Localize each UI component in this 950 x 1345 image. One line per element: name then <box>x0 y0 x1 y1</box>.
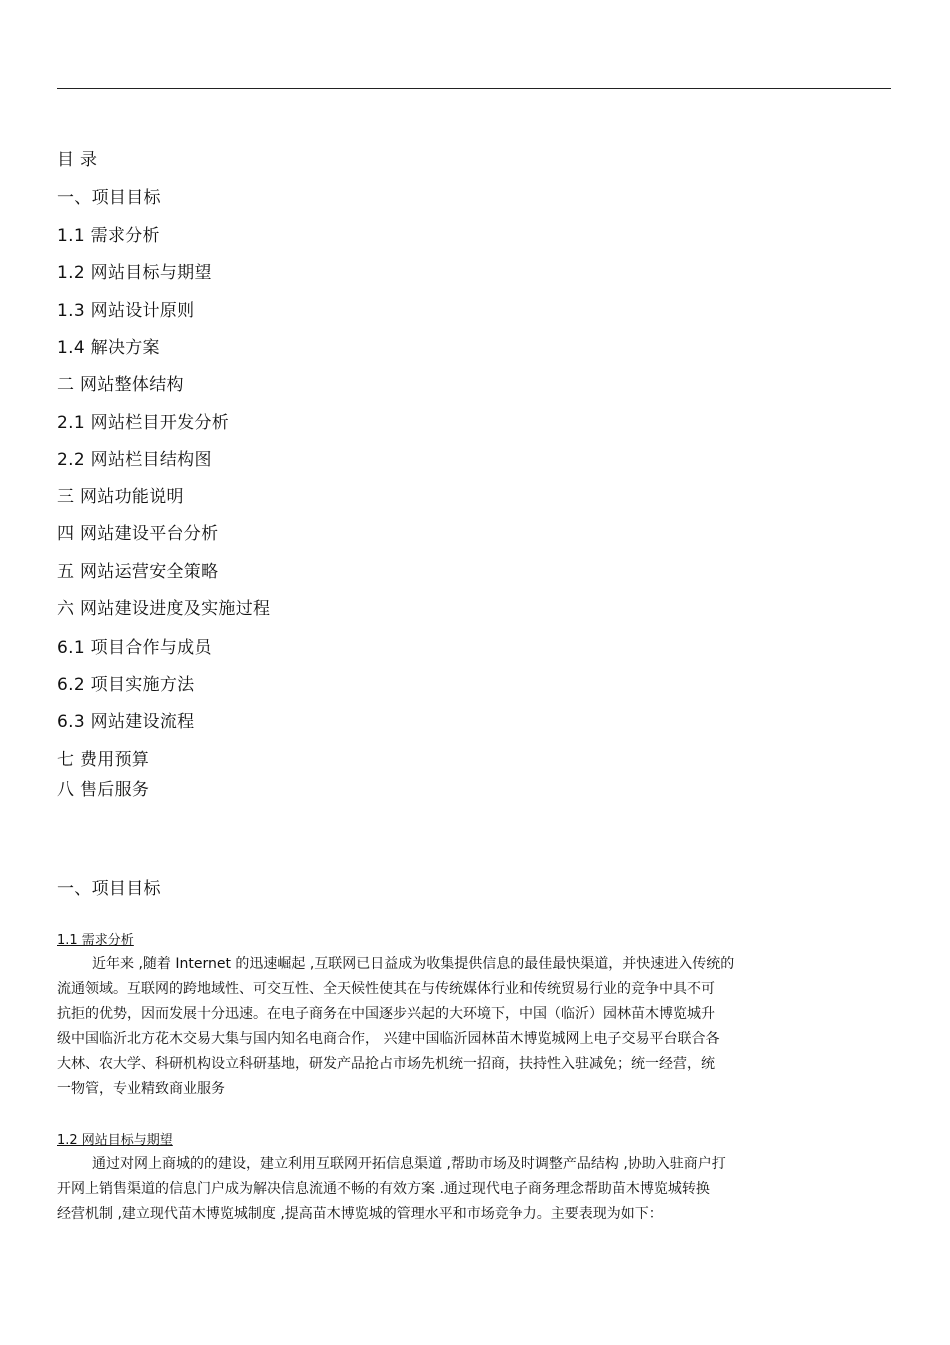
section-heading: 一、项目目标 <box>57 879 161 899</box>
toc-item: 1.2 网站目标与期望 <box>57 263 212 283</box>
paragraph-line: 级中国临沂北方花木交易大集与国内知名电商合作， 兴建中国临沂园林苗木博览城网上电子交易平台联合各 <box>57 1031 720 1047</box>
paragraph-line: 流通领域。互联网的跨地域性、可交互性、全天候性使其在与传统媒体行业和传统贸易行业的竞争中具不可 <box>57 981 715 997</box>
paragraph-line: 一物管，专业精致商业服务 <box>57 1081 225 1097</box>
toc-item: 2.1 网站栏目开发分析 <box>57 413 230 433</box>
toc-item: 1.3 网站设计原则 <box>57 301 195 321</box>
toc-item: 一、项目目标 <box>57 188 161 208</box>
toc-item: 五 网站运营安全策略 <box>57 562 219 582</box>
subsection-heading: 1.2 网站目标与期望 <box>57 1133 173 1148</box>
paragraph-line: 近年来 ,随着 Internet 的迅速崛起 ,互联网已日益成为收集提供信息的最佳最快渠道，并快速进入传统的 <box>92 956 735 972</box>
toc-item: 七 费用预算 <box>57 750 150 770</box>
toc-item: 1.1 需求分析 <box>57 226 160 246</box>
toc-item: 6.3 网站建设流程 <box>57 712 195 732</box>
toc-item: 6.2 项目实施方法 <box>57 675 195 695</box>
toc-item: 1.4 解决方案 <box>57 338 160 358</box>
toc-title: 目 录 <box>57 150 98 170</box>
paragraph-line: 通过对网上商城的的建设，建立利用互联网开拓信息渠道 ,帮助市场及时调整产品结构 ,协助入驻商户打 <box>92 1156 726 1172</box>
toc-item: 6.1 项目合作与成员 <box>57 638 212 658</box>
header-rule <box>57 88 891 89</box>
subsection-heading: 1.1 需求分析 <box>57 933 134 948</box>
paragraph-line: 大林、农大学、科研机构设立科研基地，研发产品抢占市场先机统一招商，扶持性入驻减免；统一经营，统 <box>57 1056 715 1072</box>
toc-item: 二 网站整体结构 <box>57 375 184 395</box>
paragraph-line: 抗拒的优势，因而发展十分迅速。在电子商务在中国逐步兴起的大环境下，中国（临沂）园林苗木博览城升 <box>57 1006 715 1022</box>
toc-item: 四 网站建设平台分析 <box>57 524 219 544</box>
toc-item: 八 售后服务 <box>57 780 150 800</box>
paragraph-line: 开网上销售渠道的信息门户成为解决信息流通不畅的有效方案 .通过现代电子商务理念帮助苗木博览城转换 <box>57 1181 710 1197</box>
toc-item: 三 网站功能说明 <box>57 487 184 507</box>
toc-item: 2.2 网站栏目结构图 <box>57 450 212 470</box>
toc-item: 六 网站建设进度及实施过程 <box>57 599 271 619</box>
paragraph-line: 经营机制 ,建立现代苗木博览城制度 ,提高苗木博览城的管理水平和市场竞争力。主要表现为如下： <box>57 1206 663 1222</box>
